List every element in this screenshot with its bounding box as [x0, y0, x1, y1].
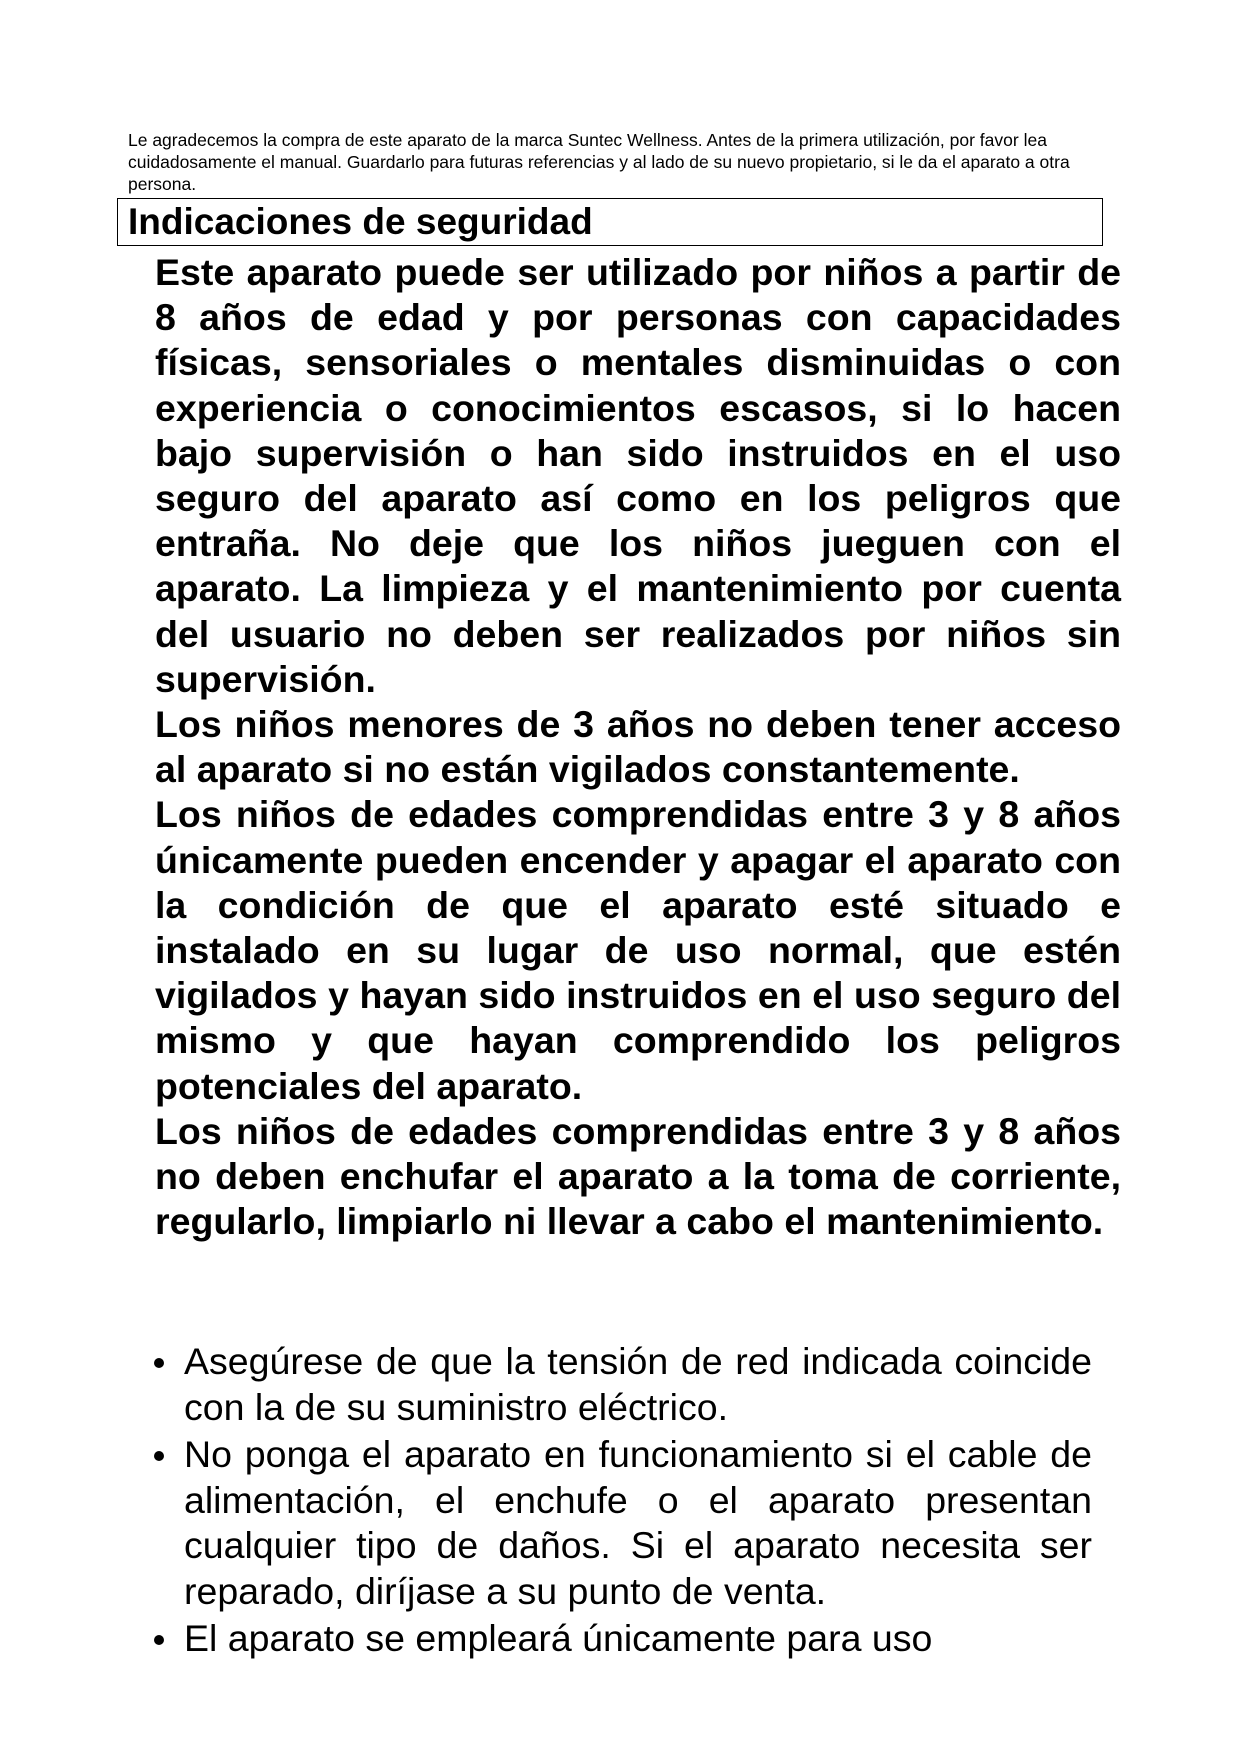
list-item-text: No ponga el aparato en funcionamiento si el cable de alimentación, el enchufe o el aparato presentan cualquier tipo de daños. Si el aparato necesita ser reparado, diríjase a su punto de venta.: [184, 1433, 1092, 1612]
list-item: [150, 1432, 1092, 1614]
list-item-text: Asegúrese de que la tensión de red indicada coincide con la de su suministro eléctrico.: [184, 1340, 1092, 1428]
safety-warnings-block: [155, 250, 1121, 1244]
section-header-box: [117, 198, 1103, 246]
intro-text: Le agradecemos la compra de este aparato de la marca Suntec Wellness. Antes de la primera utilización, por favor lea cuidadosamente el manual. Guardarlo para futuras referencias y al lado de su nuevo propietario, si le da el aparato a otra persona.: [128, 130, 1070, 194]
bullet-icon: [154, 1358, 164, 1368]
list-item-text: El aparato se empleará únicamente para uso: [184, 1617, 933, 1659]
safety-paragraph: Los niños de edades comprendidas entre 3 y 8 años no deben enchufar el aparato a la toma de corriente, regularlo, limpiarlo ni llevar a cabo el mantenimiento.: [155, 1109, 1121, 1243]
safety-paragraph: Este aparato puede ser utilizado por niños a partir de 8 años de edad y por personas con capacidades físicas, sensoriales o mentales disminuidas o con experiencia o conocimientos escasos, si lo hacen bajo supervisión o han sido instruidos en el uso seguro del aparato así como en los peligros que entraña. No deje que los niños jueguen con el aparato. La limpieza y el mantenimiento por cuenta del usuario no deben ser realizados por niños sin supervisión.: [155, 251, 1121, 700]
section-title: Indicaciones de seguridad: [128, 201, 593, 242]
bullet-icon: [154, 1451, 164, 1461]
safety-paragraph: Los niños de edades comprendidas entre 3 y 8 años únicamente pueden encender y apagar el aparato con la condición de que el aparato esté situado e instalado en su lugar de uso normal, que estén vigilados y hayan sido instruidos en el uso seguro del mismo y que hayan comprendido los peligros potenciales del aparato.: [155, 793, 1121, 1107]
list-item: [150, 1616, 1092, 1662]
list-item: [150, 1339, 1092, 1430]
safety-paragraph: Los niños menores de 3 años no deben tener acceso al aparato si no están vigilados constantemente.: [155, 703, 1121, 791]
bullet-icon: [154, 1635, 164, 1645]
safety-bullet-list: [150, 1339, 1092, 1664]
